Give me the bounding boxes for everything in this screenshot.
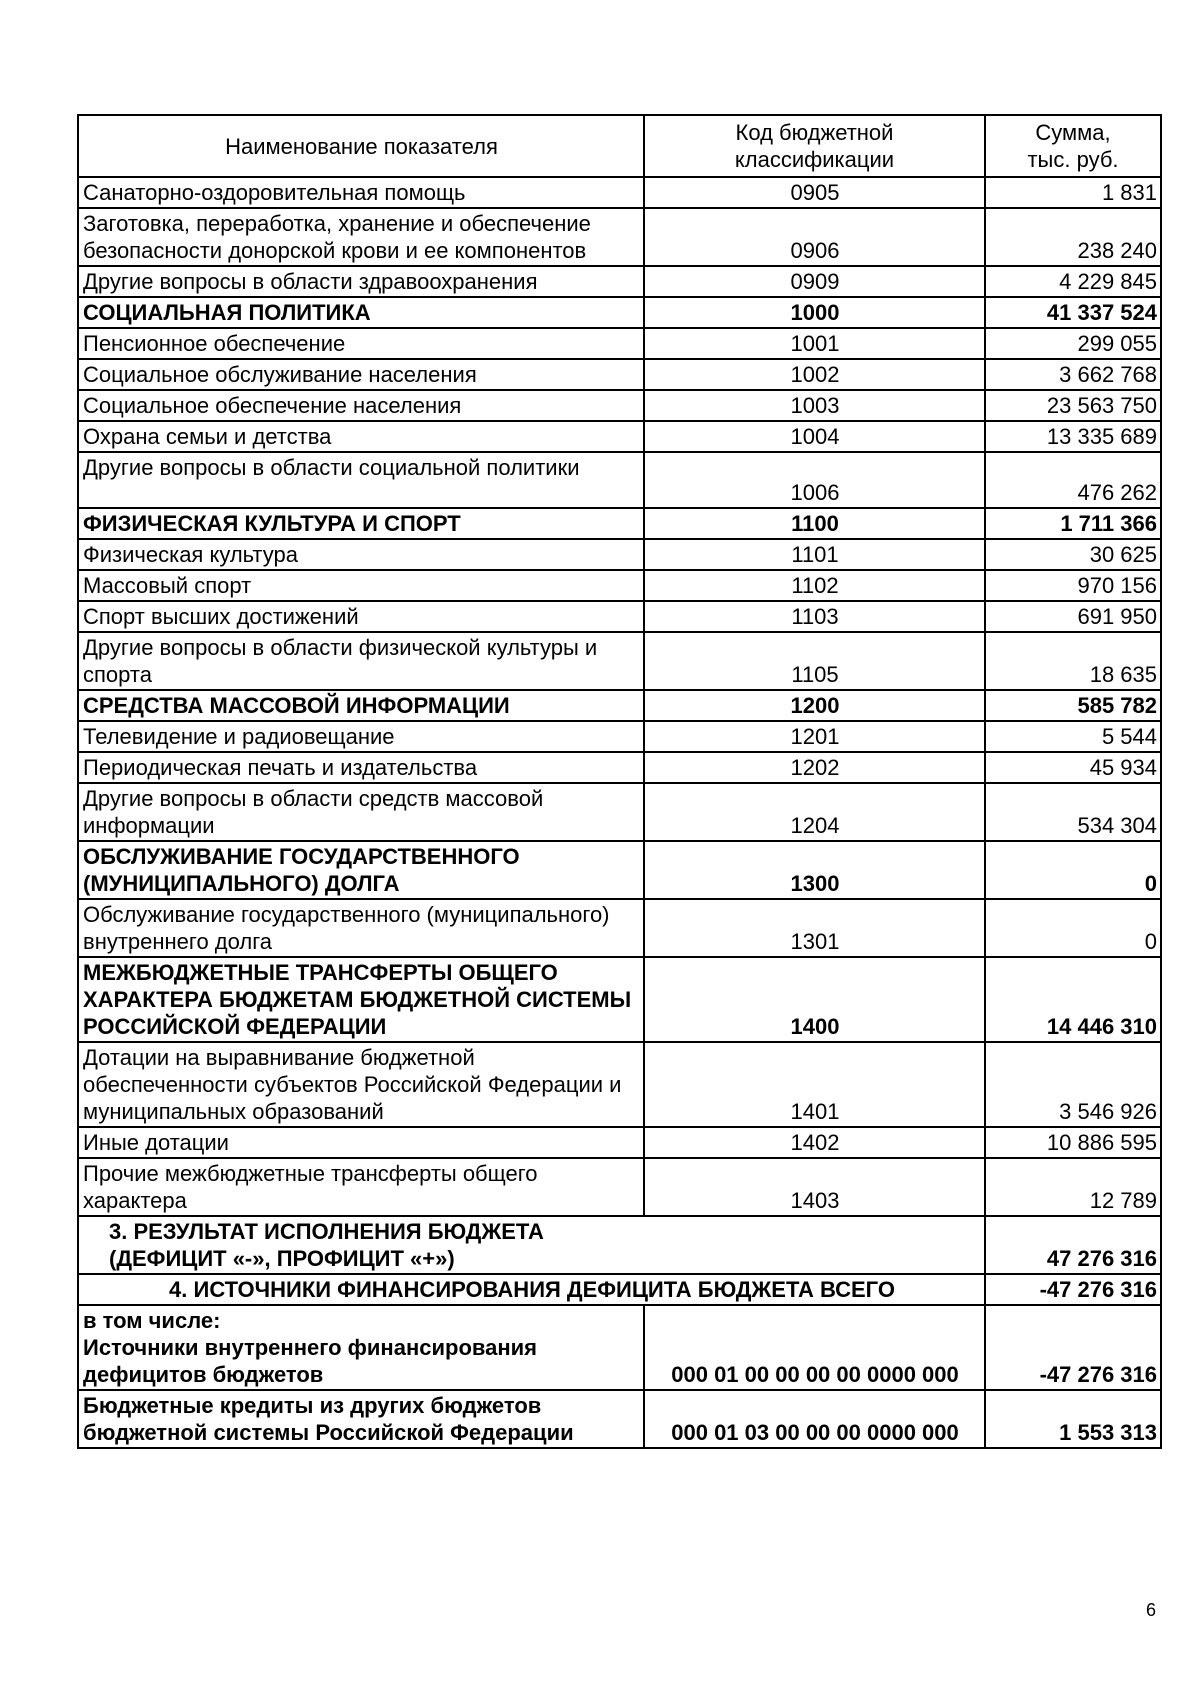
row-sum: 691 950 [985, 601, 1161, 632]
row-code: 0906 [644, 208, 985, 266]
internal-sources-cell [78, 1305, 644, 1390]
table-row [78, 752, 1161, 783]
sources-row [78, 1274, 1161, 1305]
row-name: Другие вопросы в области средств массовой информации [78, 783, 644, 841]
sources-name: 4. ИСТОЧНИКИ ФИНАНСИРОВАНИЯ ДЕФИЦИТА БЮДЖЕТА ВСЕГО [78, 1274, 985, 1305]
table-row [78, 1158, 1161, 1216]
result-row [78, 1216, 1161, 1274]
row-name: Спорт высших достижений [78, 601, 644, 632]
row-sum: 18 635 [985, 632, 1161, 690]
row-name: Пенсионное обеспечение [78, 328, 644, 359]
row-sum: 45 934 [985, 752, 1161, 783]
row-code: 1003 [644, 390, 985, 421]
table-row [78, 421, 1161, 452]
row-sum: 0 [985, 841, 1161, 899]
internal-prefix: в том числе: [83, 1308, 221, 1333]
section-row [78, 297, 1161, 328]
table-row [78, 899, 1161, 957]
page-number: 6 [1146, 1600, 1157, 1620]
row-code: 1201 [644, 721, 985, 752]
row-code: 0905 [644, 177, 985, 208]
sources-sum: -47 276 316 [985, 1274, 1161, 1305]
table-row [78, 390, 1161, 421]
row-sum: 4 229 845 [985, 266, 1161, 297]
table-row [78, 1127, 1161, 1158]
row-name: ФИЗИЧЕСКАЯ КУЛЬТУРА И СПОРТ [78, 508, 644, 539]
row-code: 1300 [644, 841, 985, 899]
row-name: Санаторно-оздоровительная помощь [78, 177, 644, 208]
row-sum: 299 055 [985, 328, 1161, 359]
credits-name: Бюджетные кредиты из других бюджетов бюджетной системы Российской Федерации [78, 1390, 644, 1448]
row-sum: 13 335 689 [985, 421, 1161, 452]
row-sum: 1 831 [985, 177, 1161, 208]
internal-sum: -47 276 316 [985, 1305, 1161, 1390]
table-row [78, 452, 1161, 508]
row-name: Охрана семьи и детства [78, 421, 644, 452]
row-sum: 41 337 524 [985, 297, 1161, 328]
row-name: Другие вопросы в области здравоохранения [78, 266, 644, 297]
row-code: 1000 [644, 297, 985, 328]
row-code: 1002 [644, 359, 985, 390]
row-name: Массовый спорт [78, 570, 644, 601]
row-sum: 3 662 768 [985, 359, 1161, 390]
table-row [78, 570, 1161, 601]
row-code: 1105 [644, 632, 985, 690]
section-row [78, 841, 1161, 899]
section-row [78, 957, 1161, 1042]
row-sum: 12 789 [985, 1158, 1161, 1216]
row-name: СОЦИАЛЬНАЯ ПОЛИТИКА [78, 297, 644, 328]
row-code: 1001 [644, 328, 985, 359]
header-sum: Сумма, тыс. руб. [985, 115, 1161, 177]
row-sum: 238 240 [985, 208, 1161, 266]
section-row [78, 690, 1161, 721]
row-code: 1101 [644, 539, 985, 570]
row-name: Обслуживание государственного (муниципального) внутреннего долга [78, 899, 644, 957]
row-name: Периодическая печать и издательства [78, 752, 644, 783]
row-sum: 30 625 [985, 539, 1161, 570]
row-sum: 3 546 926 [985, 1042, 1161, 1127]
row-code: 0909 [644, 266, 985, 297]
row-sum: 0 [985, 899, 1161, 957]
row-name: Заготовка, переработка, хранение и обеспечение безопасности донорской крови и ее компонентов [78, 208, 644, 266]
row-name: Прочие межбюджетные трансферты общего характера [78, 1158, 644, 1216]
table-row [78, 1042, 1161, 1127]
row-sum: 5 544 [985, 721, 1161, 752]
internal-name: Источники внутреннего финансирования дефицитов бюджетов [83, 1335, 537, 1387]
row-sum: 23 563 750 [985, 390, 1161, 421]
row-name: СРЕДСТВА МАССОВОЙ ИНФОРМАЦИИ [78, 690, 644, 721]
table-header-row [78, 115, 1161, 177]
budget-table [77, 114, 1162, 1449]
row-code: 1006 [644, 452, 985, 508]
credits-sum: 1 553 313 [985, 1390, 1161, 1448]
result-name: 3. РЕЗУЛЬТАТ ИСПОЛНЕНИЯ БЮДЖЕТА (ДЕФИЦИТ «-», ПРОФИЦИТ «+») [78, 1216, 985, 1274]
row-name: Дотации на выравнивание бюджетной обеспеченности субъектов Российской Федерации и муниципальных образований [78, 1042, 644, 1127]
section-row [78, 508, 1161, 539]
credits-row [78, 1390, 1161, 1448]
row-code: 1401 [644, 1042, 985, 1127]
row-code: 1400 [644, 957, 985, 1042]
table-row [78, 783, 1161, 841]
row-sum: 10 886 595 [985, 1127, 1161, 1158]
table-row [78, 359, 1161, 390]
row-name: Социальное обеспечение населения [78, 390, 644, 421]
table-row [78, 266, 1161, 297]
row-name: Физическая культура [78, 539, 644, 570]
row-name: Социальное обслуживание населения [78, 359, 644, 390]
row-sum: 585 782 [985, 690, 1161, 721]
row-code: 1100 [644, 508, 985, 539]
row-name: Другие вопросы в области социальной политики [78, 452, 644, 508]
table-row [78, 632, 1161, 690]
header-code: Код бюджетной классификации [644, 115, 985, 177]
row-sum: 970 156 [985, 570, 1161, 601]
row-name: Иные дотации [78, 1127, 644, 1158]
row-code: 1202 [644, 752, 985, 783]
row-code: 1301 [644, 899, 985, 957]
row-code: 1103 [644, 601, 985, 632]
row-sum: 534 304 [985, 783, 1161, 841]
row-code: 1200 [644, 690, 985, 721]
row-sum: 476 262 [985, 452, 1161, 508]
row-sum: 14 446 310 [985, 957, 1161, 1042]
row-code: 1004 [644, 421, 985, 452]
row-name: Телевидение и радиовещание [78, 721, 644, 752]
row-sum: 1 711 366 [985, 508, 1161, 539]
table-row [78, 177, 1161, 208]
row-code: 1102 [644, 570, 985, 601]
table-row [78, 601, 1161, 632]
row-code: 1403 [644, 1158, 985, 1216]
row-name: ОБСЛУЖИВАНИЕ ГОСУДАРСТВЕННОГО (МУНИЦИПАЛЬНОГО) ДОЛГА [78, 841, 644, 899]
header-name: Наименование показателя [78, 115, 644, 177]
row-name: МЕЖБЮДЖЕТНЫЕ ТРАНСФЕРТЫ ОБЩЕГО ХАРАКТЕРА БЮДЖЕТАМ БЮДЖЕТНОЙ СИСТЕМЫ РОССИЙСКОЙ ФЕДЕРАЦИИ [78, 957, 644, 1042]
table-row [78, 328, 1161, 359]
table-row [78, 208, 1161, 266]
table-row [78, 539, 1161, 570]
result-sum: 47 276 316 [985, 1216, 1161, 1274]
row-name: Другие вопросы в области физической культуры и спорта [78, 632, 644, 690]
internal-code: 000 01 00 00 00 00 0000 000 [644, 1305, 985, 1390]
credits-code: 000 01 03 00 00 00 0000 000 [644, 1390, 985, 1448]
row-code: 1204 [644, 783, 985, 841]
internal-sources-row [78, 1305, 1161, 1390]
table-row [78, 721, 1161, 752]
row-code: 1402 [644, 1127, 985, 1158]
